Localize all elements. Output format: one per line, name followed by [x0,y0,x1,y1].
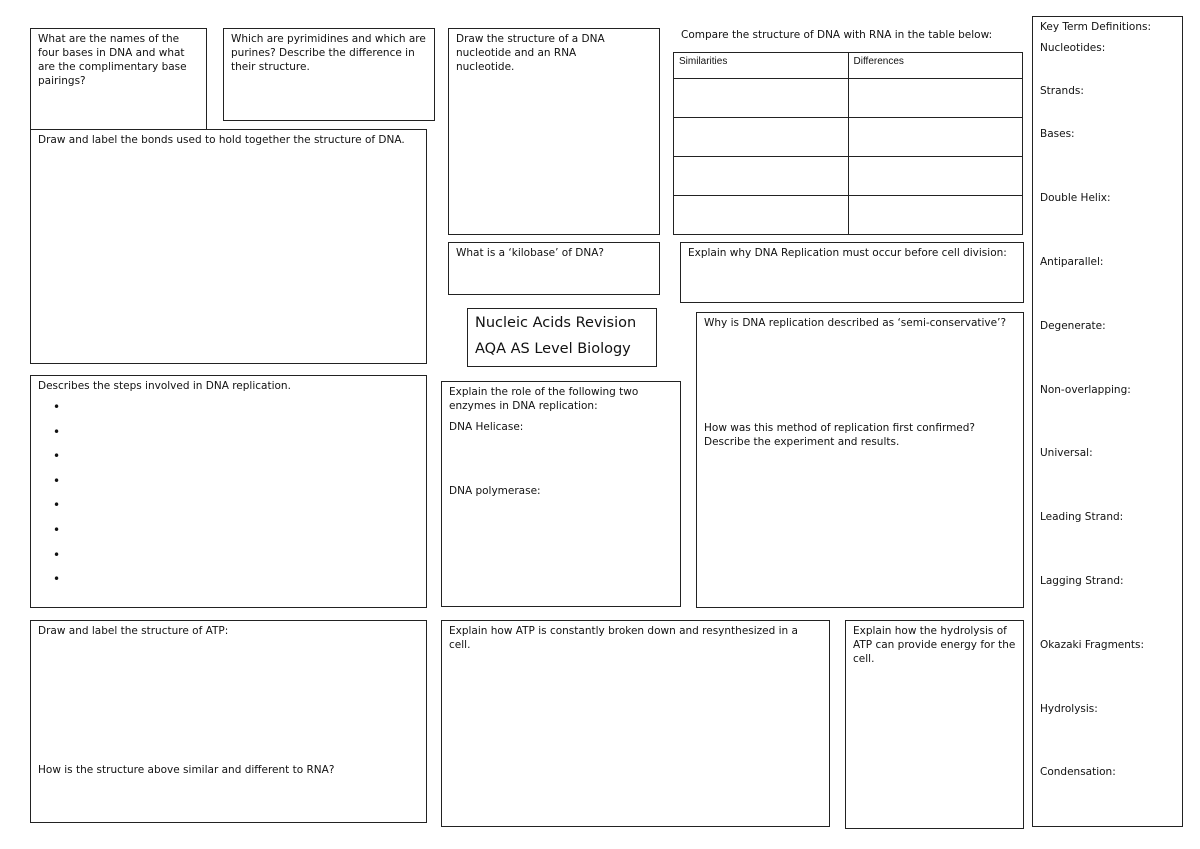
compare-row [674,157,1023,196]
similarity-cell[interactable] [674,118,849,157]
compare-row [674,118,1023,157]
semi-conservative-box [696,312,1024,608]
atp-structure-box [30,620,427,823]
title-box [467,308,657,367]
replication-before-division-box [680,242,1024,303]
term-nucleotides: Nucleotides: [1040,42,1106,54]
key-terms-box [1032,16,1183,827]
bonds-box [30,129,427,364]
pyrimidines-question: Which are pyrimidines and which are purines? Describe the difference in their structure. [231,33,426,73]
term-antiparallel: Antiparallel: [1040,256,1104,268]
title-line-2: AQA AS Level Biology [475,341,631,357]
atp-rna-question: How is the structure above similar and different to RNA? [38,764,335,776]
enzymes-question: Explain the role of the following two enzymes in DNA replication: [449,386,639,412]
term-degenerate: Degenerate: [1040,320,1106,332]
steps-question: Describes the steps involved in DNA replication. [38,380,291,392]
compare-table [673,52,1023,235]
compare-row [674,196,1023,235]
term-leading-strand: Leading Strand: [1040,511,1124,523]
atp-structure-question: Draw and label the structure of ATP: [38,625,229,637]
helicase-label: DNA Helicase: [449,421,524,433]
polymerase-label: DNA polymerase: [449,485,541,497]
term-condensation: Condensation: [1040,766,1116,778]
pyrimidines-box [223,28,435,121]
title-line-1: Nucleic Acids Revision [475,315,637,331]
difference-cell[interactable] [848,157,1023,196]
nucleotide-question: Draw the structure of a DNA nucleotide and an RNA nucleotide. [456,33,605,73]
atp-broken-down-question: Explain how ATP is constantly broken down and resynthesized in a cell. [449,625,798,651]
similarity-cell[interactable] [674,79,849,118]
similarities-header: Similarities [674,53,849,79]
kilobase-box [448,242,660,295]
atp-hydrolysis-box [845,620,1024,829]
atp-broken-down-box [441,620,830,827]
term-hydrolysis: Hydrolysis: [1040,703,1098,715]
compare-row [674,79,1023,118]
difference-cell[interactable] [848,196,1023,235]
enzymes-box [441,381,681,607]
term-strands: Strands: [1040,85,1084,97]
semi-conservative-question: Why is DNA replication described as ‘semi-conservative’? [704,317,1007,329]
difference-cell[interactable] [848,79,1023,118]
term-bases: Bases: [1040,128,1075,140]
bonds-question: Draw and label the bonds used to hold together the structure of DNA. [38,134,405,146]
difference-cell[interactable] [848,118,1023,157]
term-non-overlapping: Non-overlapping: [1040,384,1131,396]
differences-header: Differences [848,53,1023,79]
compare-heading: Compare the structure of DNA with RNA in the table below: [681,29,993,41]
atp-hydrolysis-question: Explain how the hydrolysis of ATP can provide energy for the cell. [853,625,1016,665]
key-terms-heading: Key Term Definitions: [1040,21,1152,33]
four-bases-question: What are the names of the four bases in DNA and what are the complimentary base pairings? [38,33,187,87]
replication-before-division-question: Explain why DNA Replication must occur before cell division: [688,247,1007,259]
confirmed-question: How was this method of replication first confirmed? Describe the experiment and results. [704,422,976,448]
term-universal: Universal: [1040,447,1093,459]
term-lagging-strand: Lagging Strand: [1040,575,1124,587]
similarity-cell[interactable] [674,196,849,235]
nucleotide-box [448,28,660,235]
term-double-helix: Double Helix: [1040,192,1111,204]
kilobase-question: What is a ‘kilobase’ of DNA? [456,247,604,259]
compare-header-row [674,53,1023,79]
steps-box [30,375,427,608]
term-okazaki-fragments: Okazaki Fragments: [1040,639,1145,651]
similarity-cell[interactable] [674,157,849,196]
